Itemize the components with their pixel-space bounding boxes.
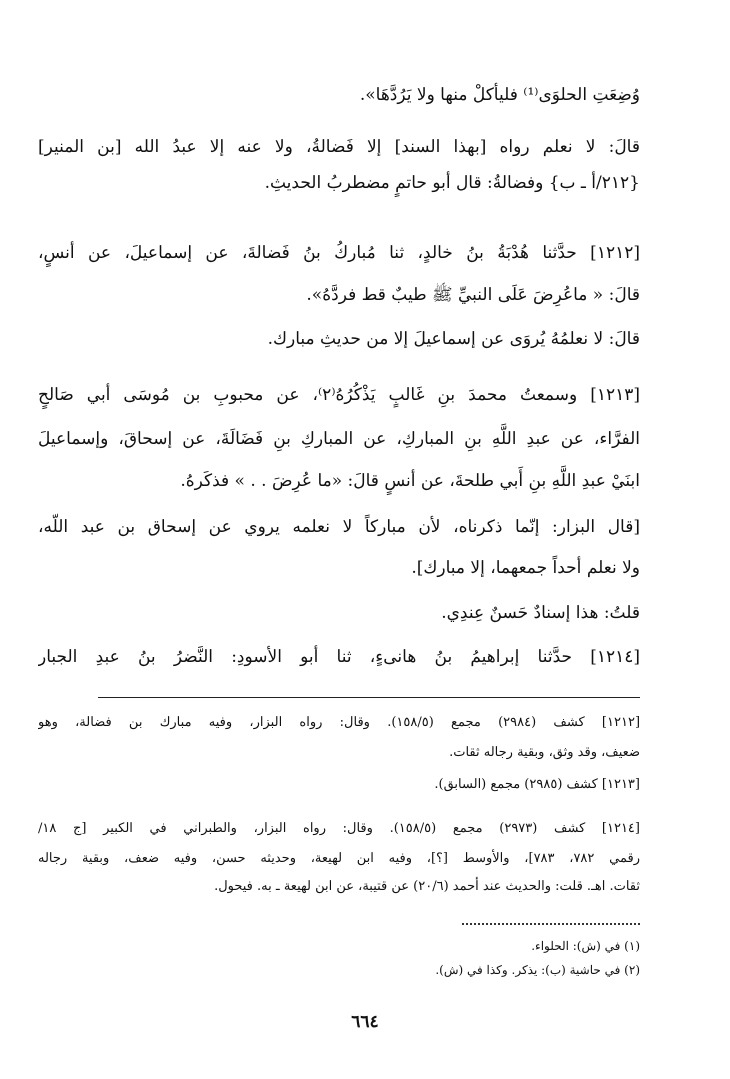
body-line: ولا نعلم أحداً جمعهما، إلا مبارك]. <box>411 558 640 578</box>
body-line: {٢١٢/أ ـ ب} وفضالةُ: قال أبو حاتمٍ مضطربُ الحديثِ. <box>264 173 640 193</box>
hadith-1214-line: [١٢١٤] حدَّثنا إبراهيمُ بنُ هانىءٍ، ثنا أبو الأسودِ: النَّضرُ بنُ عبدِ الجبار <box>38 647 640 667</box>
footnote-line: [١٢١٢] كشف (٢٩٨٤) مجمع (١٥٨/٥). وقال: رواه البزار، وفيه مبارك بن فضالة، وهو <box>38 715 640 730</box>
hadith-1213-line: [١٢١٣] وسمعتُ محمدَ بنِ غَالبٍ يَذْكُرُهُ⁽٢⁾، عن محبوبِ بن مُوسَى أبي صَالحٍ <box>38 385 640 405</box>
body-line: قالَ: لا نعلمُهُ يُروَى عن إسماعيلَ إلا من حديثِ مبارك. <box>267 329 640 349</box>
footnote-line: [١٢١٣] كشف (٢٩٨٥) مجمع (السابق). <box>434 777 640 792</box>
body-line: وُضِعَتِ الحلوَى⁽¹⁾ فليأكلْ منها ولا يَرُدَّهَا». <box>359 85 640 105</box>
footnote-line: ثقات. اهـ. قلت: والحديث عند أحمد (٢٠/٦) عن قتيبة، عن ابن لهيعة ـ به. فيحول. <box>214 879 640 894</box>
body-line: قلتُ: هذا إسنادٌ حَسنٌ عِندِي. <box>441 603 640 623</box>
body-line: قالَ: « ماعُرِضَ عَلَى النبيِّ ﷺ طيبٌ قط فردَّهُ». <box>306 285 640 305</box>
body-line: الفرَّاء، عن عبدِ اللَّهِ بنِ المباركِ، عن المباركِ بنِ فَضَالَةَ، عن إسحاقَ، وإسماعيلَ <box>38 429 640 449</box>
footnote-line: رقمي ٧٨٢، ٧٨٣]، والأوسط [؟]، وفيه ابن لهيعة، وحديثه حسن، وفيه ضعف، وبقية رجاله <box>38 851 640 866</box>
footnote-line: ضعيف، وقد وثق، وبقية رجاله ثقات. <box>449 745 640 760</box>
footnote-separator <box>98 697 640 698</box>
footnote-line: [١٢١٤] كشف (٢٩٧٣) مجمع (١٥٨/٥). وقال: رواه البزار، والطبراني في الكبير [ج ١٨/ <box>38 821 640 836</box>
body-line: ابنَيْ عبدِ اللَّهِ بنِ أَبي طلحةَ، عن أنسٍ قالَ: «ما عُرِضَ . . » فذكَرهُ. <box>180 471 640 491</box>
page-number: ٦٦٤ <box>351 1012 379 1032</box>
editorial-note: (١) في (ش): الحلواء. <box>531 939 640 953</box>
editorial-separator <box>462 923 640 925</box>
editorial-note: (٢) في حاشية (ب): يذكر. وكذا في (ش). <box>435 963 640 977</box>
body-line: قالَ: لا نعلم رواه [بهذا السند] إلا فَضالةُ، ولا عنه إلا عبدُ الله [بن المنير] <box>38 137 640 157</box>
body-line: [قال البزار: إنّما ذكرناه، لأن مباركاً لا نعلمه يروي عن إسحاق بن عبد اللّه، <box>38 517 640 537</box>
hadith-1212-line: [١٢١٢] حدَّثنا هُدْبَةُ بنُ خالدٍ، ثنا مُباركُ بنُ فَضالةَ، عن إسماعيلَ، عن أنسٍ، <box>38 243 640 263</box>
